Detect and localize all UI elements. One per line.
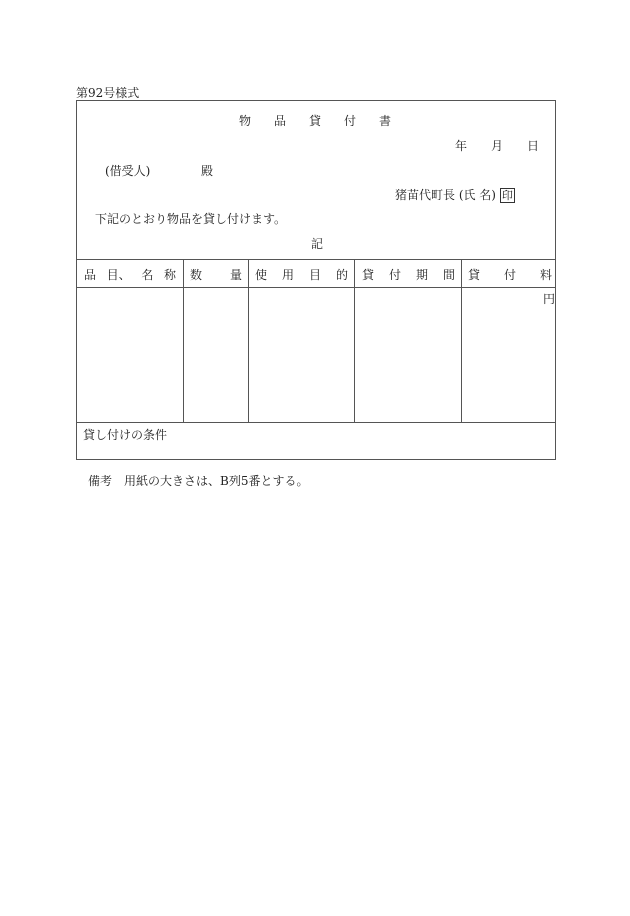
borrower-label: (借受人) xyxy=(105,164,151,178)
col-divider xyxy=(354,259,355,422)
date-field: 年 月 日 xyxy=(455,139,539,153)
header-bottom-line xyxy=(77,287,555,288)
header-fee: 貸 付 料 xyxy=(468,268,552,282)
col-divider xyxy=(461,259,462,422)
table-top-line xyxy=(77,259,555,260)
ki-label: 記 xyxy=(311,237,324,251)
header-quantity: 数 量 xyxy=(190,268,242,282)
remark: 備考 用紙の大きさは、B列5番とする。 xyxy=(88,474,309,488)
header-item-name: 品 目、 名 称 xyxy=(84,268,176,282)
conditions-label: 貸し付けの条件 xyxy=(83,428,168,442)
lending-form xyxy=(76,100,556,460)
form-number: 第92号様式 xyxy=(76,86,140,100)
col-divider xyxy=(183,259,184,422)
header-period: 貸 付 期 間 xyxy=(362,268,455,282)
issuer-line: 猪苗代町長 (氏 名) 印 xyxy=(395,188,513,202)
conditions-top-line xyxy=(77,422,555,423)
seal-mark: 印 xyxy=(501,189,513,202)
form-title: 物 品 貸 付 書 xyxy=(239,114,391,128)
honorific: 殿 xyxy=(201,164,214,178)
header-purpose: 使 用 目 的 xyxy=(255,268,348,282)
currency-unit: 円 xyxy=(543,292,556,306)
col-divider xyxy=(248,259,249,422)
intro-text: 下記のとおり物品を貸し付けます。 xyxy=(95,212,287,226)
